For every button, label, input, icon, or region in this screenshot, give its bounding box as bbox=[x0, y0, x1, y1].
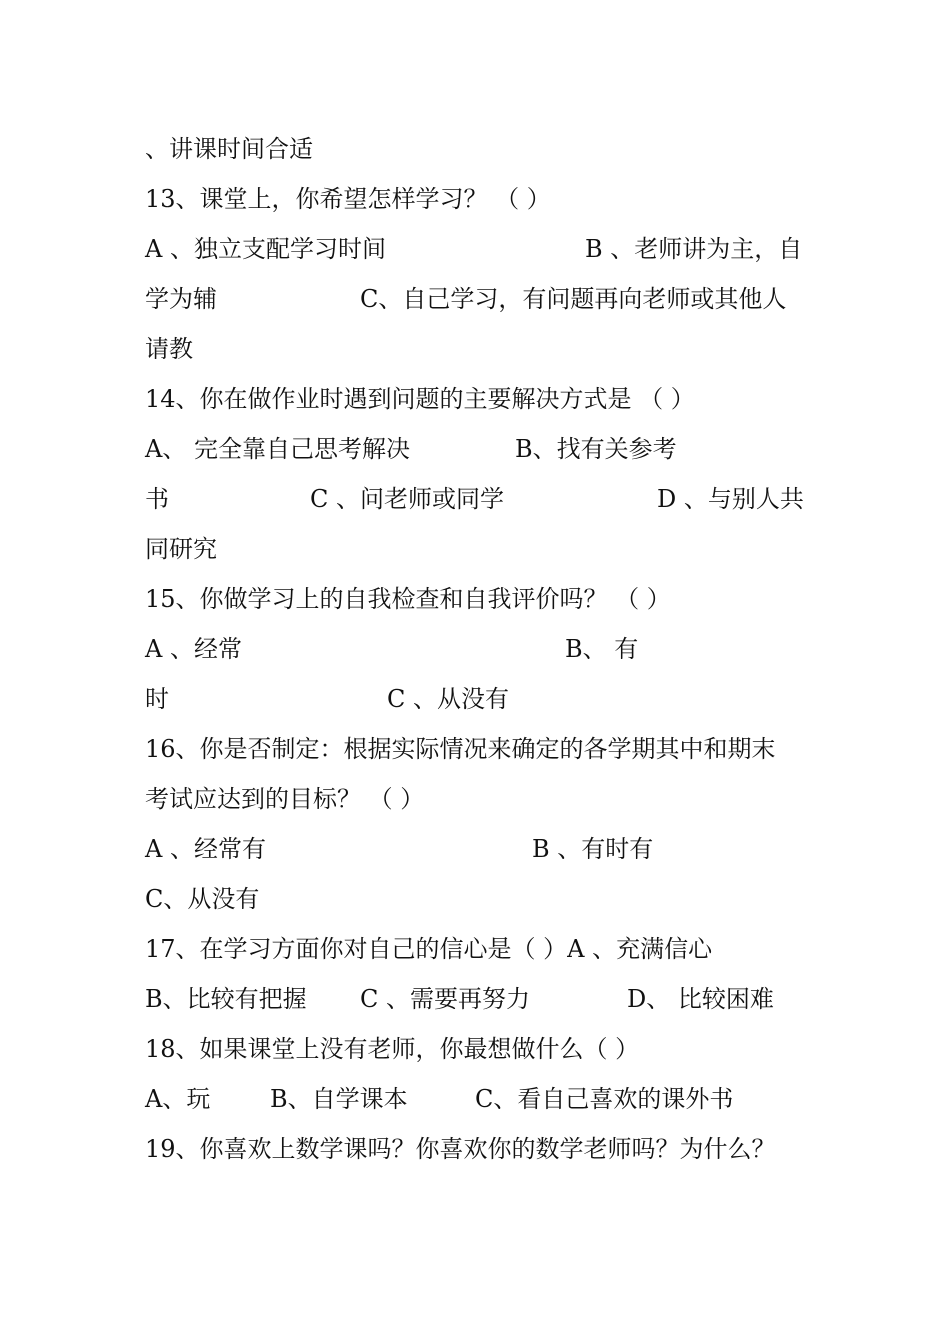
question-18 bbox=[145, 1031, 815, 1067]
option-b: B 、有时有 bbox=[532, 835, 654, 863]
option-a: A 、独立支配学习时间 bbox=[145, 235, 386, 263]
question-text: 考试应达到的目标？ （ ） bbox=[145, 785, 425, 813]
option-d-continued: 同研究 bbox=[145, 535, 217, 563]
question-14 bbox=[145, 381, 815, 417]
option-b: B、自学课本 bbox=[270, 1085, 408, 1113]
option-text: 、讲课时间合适 bbox=[145, 135, 313, 163]
option-c: C 、从没有 bbox=[387, 685, 509, 713]
option-c: C、看自己喜欢的课外书 bbox=[475, 1085, 734, 1113]
answer-options-line bbox=[145, 831, 815, 867]
answer-options-line bbox=[145, 431, 815, 467]
answer-options-line bbox=[145, 1081, 815, 1117]
answer-options-line bbox=[145, 281, 815, 317]
option-d: D、 比较困难 bbox=[627, 985, 774, 1013]
question-19 bbox=[145, 1131, 815, 1167]
question-text: 13、课堂上，你希望怎样学习？ （ ） bbox=[145, 185, 551, 213]
option-a: A 、经常 bbox=[145, 635, 242, 663]
answer-options-line bbox=[145, 531, 815, 567]
question-text: 14、你在做作业时遇到问题的主要解决方式是 （ ） bbox=[145, 385, 695, 413]
option-c: C、从没有 bbox=[145, 885, 260, 913]
question-15 bbox=[145, 581, 815, 617]
option-b: B、 有 bbox=[565, 635, 639, 663]
option-b: B、比较有把握 bbox=[145, 985, 307, 1013]
option-b-continued: 书 bbox=[145, 485, 169, 513]
option-a: A、玩 bbox=[145, 1085, 211, 1113]
question-text: 19、你喜欢上数学课吗？你喜欢你的数学老师吗？为什么？ bbox=[145, 1135, 776, 1163]
option-c: C 、问老师或同学 bbox=[310, 485, 504, 513]
question-16-continued bbox=[145, 781, 815, 817]
option-c: C 、需要再努力 bbox=[360, 985, 530, 1013]
option-b-continued: 学为辅 bbox=[145, 285, 217, 313]
answer-options-line bbox=[145, 331, 815, 367]
option-a: A、 完全靠自己思考解决 bbox=[145, 435, 410, 463]
option-d: D 、与别人共 bbox=[657, 485, 804, 513]
answer-options-line bbox=[145, 481, 815, 517]
question-text: 16、你是否制定：根据实际情况来确定的各学期其中和期末 bbox=[145, 735, 776, 763]
answer-option-line bbox=[145, 131, 815, 167]
question-text: 15、你做学习上的自我检查和自我评价吗？ （ ） bbox=[145, 585, 671, 613]
question-16 bbox=[145, 731, 815, 767]
option-b: B、找有关参考 bbox=[515, 435, 677, 463]
option-c: C、自己学习，有问题再向老师或其他人 bbox=[360, 285, 787, 313]
question-text: 18、如果课堂上没有老师，你最想做什么（ ） bbox=[145, 1035, 640, 1063]
answer-options-line bbox=[145, 981, 815, 1017]
option-a: A 、经常有 bbox=[145, 835, 266, 863]
question-17 bbox=[145, 931, 815, 967]
answer-options-line bbox=[145, 881, 815, 917]
answer-options-line bbox=[145, 681, 815, 717]
option-b: B 、老师讲为主，自 bbox=[585, 235, 803, 263]
answer-options-line bbox=[145, 631, 815, 667]
option-b-continued: 时 bbox=[145, 685, 169, 713]
answer-options-line bbox=[145, 231, 815, 267]
question-text: 17、在学习方面你对自己的信心是（ ）A 、充满信心 bbox=[145, 935, 713, 963]
option-c-continued: 请教 bbox=[145, 335, 193, 363]
question-13 bbox=[145, 181, 815, 217]
